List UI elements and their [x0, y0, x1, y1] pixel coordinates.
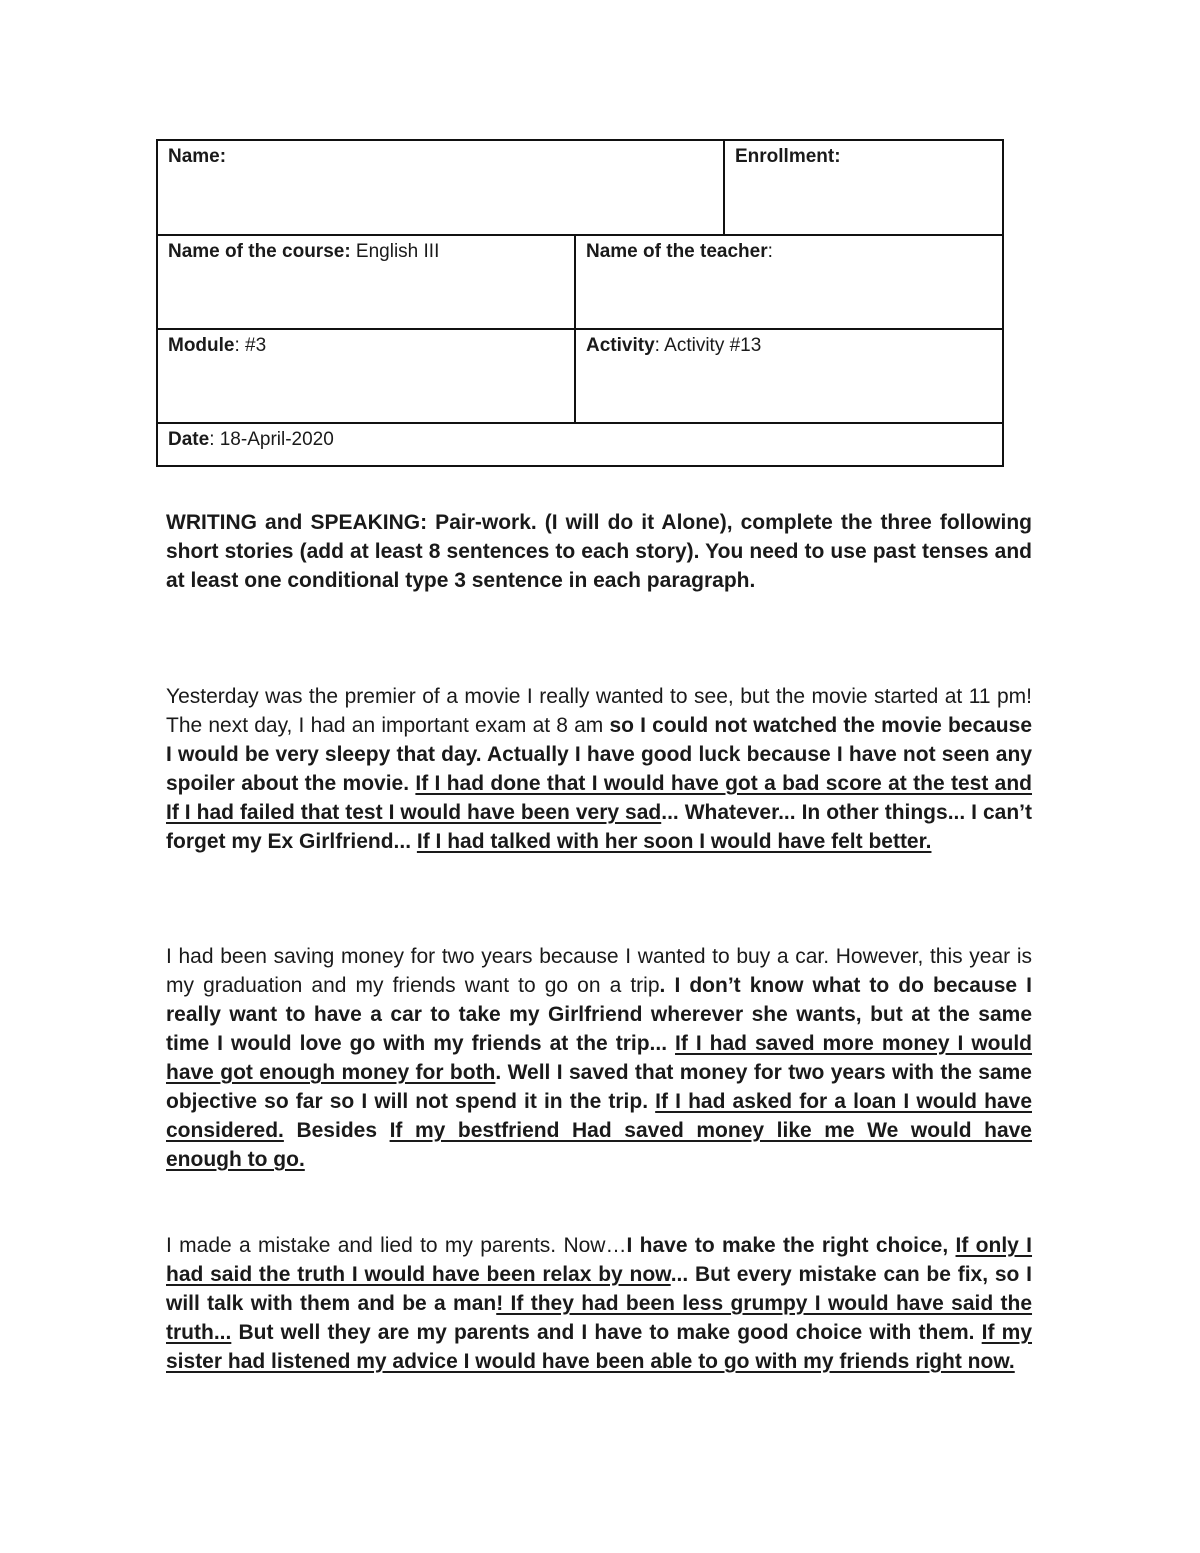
story-3-conditional-2: ! If they had been less grumpy I would have said the truth... [166, 1292, 1033, 1344]
story-2 [166, 942, 1032, 1174]
module-label: Module [168, 335, 235, 356]
module-value: : #3 [234, 335, 267, 356]
story-2-conditional-2: If I had asked for a loan I would have considered. [166, 1090, 1032, 1142]
story-2-bold-1: . I don’t know what to do because I really want to have a car to take my Girlfriend wherever she wants, but at the same time I would love go with my friends at the trip... [166, 974, 1032, 1055]
story-1-bold-2: ... Whatever... In other things... I can’t forget my Ex Girlfriend... [166, 801, 1033, 853]
story-3-prompt: I made a mistake and lied to my parents. Now… [166, 1234, 627, 1257]
story-2-bold-2: . Well I saved that money for two years with the same objective so far so I will not spend it in the trip. [166, 1061, 1032, 1113]
story-1 [166, 682, 1032, 856]
name-cell[interactable] [158, 141, 723, 234]
activity-value: : Activity #13 [654, 335, 762, 356]
story-2-conditional-1: If I had saved more money I would have got enough money for both [166, 1032, 1032, 1084]
story-3-bold-1: I have to make the right choice, [626, 1234, 956, 1257]
header-row-course [158, 236, 1002, 330]
story-3-conditional-3: If my sister had listened my advice I would have been able to go with my friends right now. [166, 1321, 1032, 1373]
story-3-conditional-1: If only I had said the truth I would have been relax by now [166, 1234, 1033, 1286]
story-2-prompt: I had been saving money for two years because I wanted to buy a car. However, this year is my graduation and my friends want to go on a trip [166, 945, 1032, 997]
teacher-colon: : [767, 241, 773, 262]
enrollment-label: Enrollment: [735, 146, 841, 167]
story-1-bold-1: so I could not watched the movie because I would be very sleepy that day. Actually I have good luck because I have not seen any spoiler about the movie. [166, 714, 1032, 795]
teacher-cell[interactable] [574, 236, 1002, 328]
story-3-bold-2: ... But every mistake can be fix, so I will talk with them and be a man [166, 1263, 1032, 1315]
course-cell [158, 236, 574, 328]
header-table [156, 139, 1004, 467]
name-label: Name: [168, 146, 227, 167]
course-value: English III [350, 241, 440, 262]
activity-label: Activity [586, 335, 655, 356]
teacher-label: Name of the teacher [586, 241, 768, 262]
enrollment-cell[interactable] [723, 141, 1002, 234]
activity-cell [574, 330, 1002, 422]
header-row-module [158, 330, 1002, 424]
date-value: : 18-April-2020 [209, 429, 334, 450]
story-3-bold-3: But well they are my parents and I have to make good choice with them. [231, 1321, 982, 1344]
story-1-conditional-1: If I had done that I would have got a bad score at the test and If I had failed that test I would have been very sad [166, 772, 1032, 824]
story-1-conditional-2: If I had talked with her soon I would have felt better. [416, 830, 932, 853]
instructions: WRITING and SPEAKING: Pair-work. (I will do it Alone), complete the three following short stories (add at least 8 sentences to each story). You need to use past tenses and at least one conditional type 3 sentence in each paragraph. [166, 511, 1032, 592]
story-1-prompt: Yesterday was the premier of a movie I really wanted to see, but the movie started at 11 pm! The next day, I had an important exam at 8 am [166, 685, 1032, 737]
header-row-date [158, 424, 1002, 465]
header-row-name [158, 141, 1002, 236]
date-label: Date [168, 429, 210, 450]
module-cell [158, 330, 574, 422]
story-2-bold-3: Besides [283, 1119, 390, 1142]
story-3 [166, 1231, 1032, 1376]
course-label: Name of the course: [168, 241, 351, 262]
date-cell [158, 424, 1002, 465]
story-2-conditional-3: If my bestfriend Had saved money like me We would have enough to go. [166, 1119, 1032, 1171]
